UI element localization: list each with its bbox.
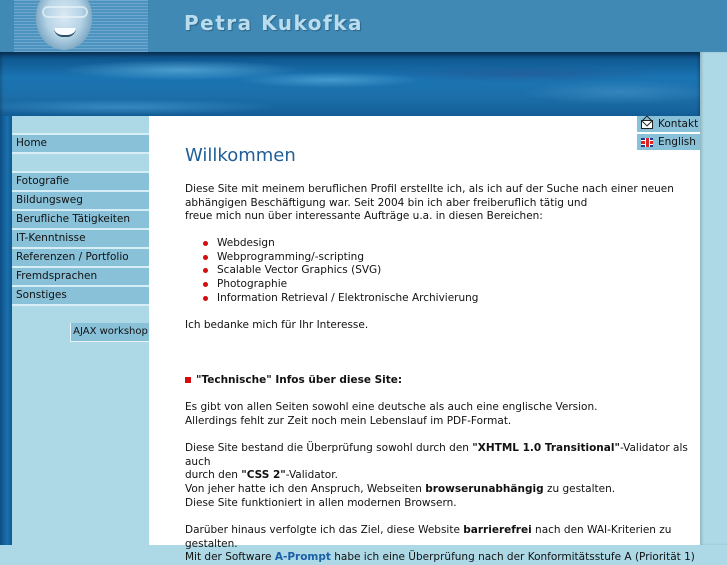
tech-heading [185,374,402,386]
text-line [185,524,700,551]
nav-spacer [12,154,149,173]
emphasis: barrierefrei [463,524,532,536]
text: habe ich eine Überprüfung nach der Konformitätsstufe A (Priorität 1) [330,551,695,564]
xhtml-label: "XHTML 1.0 Transitional" [472,442,620,454]
text-line [185,442,700,469]
text-line [185,551,700,565]
sidebar-item-referenzen[interactable]: Referenzen / Portfolio [12,249,149,268]
quick-links [637,116,700,152]
text: Diese Site bestand die Überprüfung sowohl durch den [185,442,473,454]
envelope-icon [641,120,653,129]
tech-paragraph-4 [185,524,700,565]
text: -Validator als auch [185,442,688,468]
text: Darüber hinaus verfolgte ich das Ziel, diese Website [185,524,464,536]
contact-link[interactable] [637,116,700,132]
text: Von jeher hatte ich den Anspruch, Webseiten [185,483,426,495]
list-item: Webdesign [203,237,478,251]
english-label: English [658,136,696,148]
sidebar-item-berufliche-taetigkeiten[interactable]: Berufliche Tätigkeiten [12,211,149,230]
text-line: Allerdings fehlt zur Zeit noch mein Lebenslauf im PDF-Format. [185,414,512,427]
list-item: Information Retrieval / Elektronische Archivierung [203,292,478,306]
english-link[interactable] [637,134,700,150]
text-line: Diese Site funktioniert in allen modernen Browsern. [185,496,457,509]
right-strip [700,52,727,545]
ajax-workshop-button[interactable]: AJAX workshop [70,323,150,342]
sidebar-item-home[interactable]: Home [12,135,149,154]
list-item: Webprogramming/-scripting [203,251,478,265]
a-prompt-link[interactable]: A-Prompt [274,551,331,564]
text: -Validator. [285,469,338,482]
page-title: Willkommen [185,145,296,167]
contact-label: Kontakt [658,118,699,130]
sidebar-item-fremdsprachen[interactable]: Fremdsprachen [12,268,149,287]
uk-flag-icon [641,138,653,147]
tech-paragraph-2 [185,442,700,483]
thanks-text: Ich bedanke mich für Ihr Interesse. [185,319,369,331]
text-line [185,483,615,497]
text: nach den WAI-Kriterien zu gestalten. [185,524,672,550]
text-line [185,469,700,483]
sidebar-nav [12,116,149,545]
water-banner [0,52,700,116]
tech-paragraph-1 [185,401,597,428]
tech-heading-label: "Technische" Infos über diese Site: [196,374,403,386]
main-content [149,116,700,564]
intro-line: Diese Site mit meinem beruflichen Profil erstellte ich, als ich auf der Suche nach einer neuen [185,183,674,195]
red-square-bullet-icon [185,377,191,383]
css-label: "CSS 2" [241,469,286,482]
tech-paragraph-3 [185,483,615,510]
intro-line: abhängigen Beschäftigung war. Seit 2004 bin ich aber freiberuflich tätig und [185,196,588,209]
services-list [203,237,478,306]
text: Mit der Software [185,551,275,564]
intro-paragraph [185,183,674,224]
sidebar-item-fotografie[interactable]: Fotografie [12,173,149,192]
glasses-shape [42,6,88,18]
sidebar-item-it-kenntnisse[interactable]: IT-Kenntnisse [12,230,149,249]
intro-line: freue mich nun über interessante Aufträge u.a. in diesen Bereichen: [185,210,543,223]
sidebar-item-sonstiges[interactable]: Sonstiges [12,287,149,306]
site-title: Petra Kukofka [184,11,363,35]
list-item: Photographie [203,278,478,292]
text: durch den [185,469,242,482]
list-item: Scalable Vector Graphics (SVG) [203,264,478,278]
portrait-photo [14,0,148,52]
nav-spacer [12,116,149,135]
text-line: Es gibt von allen Seiten sowohl eine deutsche als auch eine englische Version. [185,401,598,413]
left-water-strip [0,116,12,545]
sidebar-item-bildungsweg[interactable]: Bildungsweg [12,192,149,211]
site-header [0,0,727,52]
text: zu gestalten. [543,483,616,495]
emphasis: browserunabhängig [425,483,544,495]
